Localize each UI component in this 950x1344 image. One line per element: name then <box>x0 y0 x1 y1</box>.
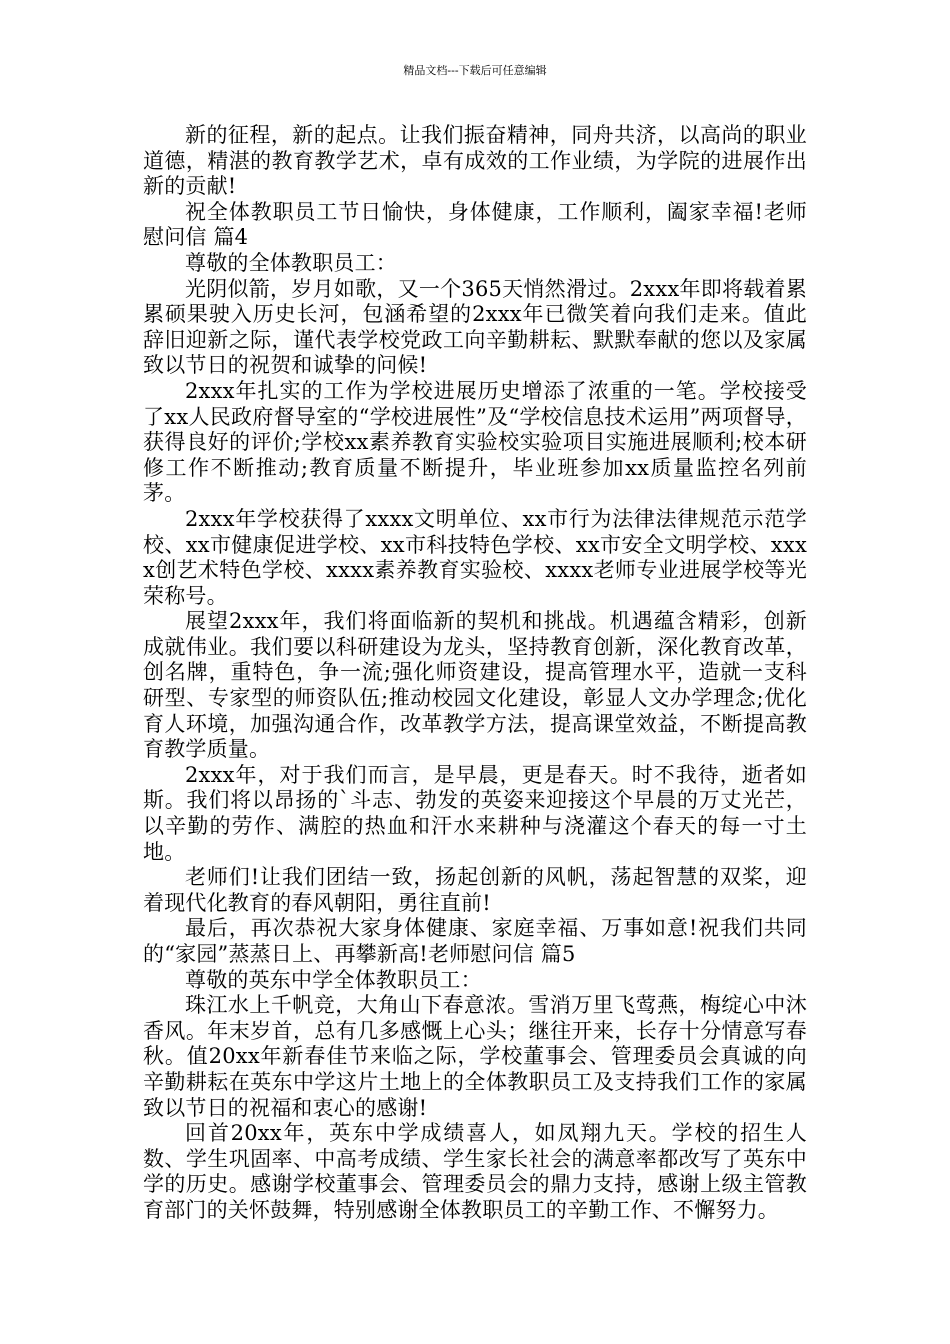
paragraph: 光阴似箭，岁月如歌，又一个365天悄然滑过。2xxx年即将载着累累硕果驶入历史长河，包涵希望的2xxx年已微笑着向我们走来。值此辞旧迎新之际，谨代表学校党政工向辛勤耕耘、默默奉献的您以及家属致以节日的祝贺和诚挚的问候! <box>143 276 807 378</box>
paragraph: 2xxx年扎实的工作为学校进展历史增添了浓重的一笔。学校接受了xx人民政府督导室的“学校进展性”及“学校信息技术运用”两项督导，获得良好的评价;学校xx素养教育实验校实验项目实施进展顺利;校本研修工作不断推动;教育质量不断提升，毕业班参加xx质量监控名列前茅。 <box>143 378 807 506</box>
paragraph: 展望2xxx年，我们将面临新的契机和挑战。机遇蕴含精彩，创新成就伟业。我们要以科研建设为龙头，坚持教育创新，深化教育改革，创名牌，重特色，争一流;强化师资建设，提高管理水平，造就一支科研型、专家型的师资队伍;推动校园文化建设，彰显人文办学理念;优化育人环境，加强沟通合作，改革教学方法，提高课堂效益，不断提高教育教学质量。 <box>143 609 807 762</box>
paragraph: 尊敬的英东中学全体教职员工： <box>185 967 482 992</box>
document-body <box>143 123 807 1224</box>
page-header: 精品文档---下载后可任意编辑 <box>403 64 547 77</box>
paragraph: 最后，再次恭祝大家身体健康、家庭幸福、万事如意!祝我们共同的“家园”蒸蒸日上、再攀新高!老师慰问信 篇5 <box>143 916 807 966</box>
paragraph: 尊敬的全体教职员工： <box>185 250 397 275</box>
paragraph: 2xxx年，对于我们而言，是早晨，更是春天。时不我待，逝者如斯。我们将以昂扬的`斗志、勃发的英姿来迎接这个早晨的万丈光芒，以辛勤的劳作、满腔的热血和汗水来耕种与浇灌这个春天的每一寸土地。 <box>143 762 807 864</box>
paragraph: 新的征程，新的起点。让我们振奋精神，同舟共济，以高尚的职业道德，精湛的教育教学艺术，卓有成效的工作业绩，为学院的进展作出新的贡献! <box>143 123 807 199</box>
paragraph: 2xxx年学校获得了xxxx文明单位、xx市行为法律法律规范示范学校、xx市健康促进学校、xx市科技特色学校、xx市安全文明学校、xxxx创艺术特色学校、xxxx素养教育实验校、xxxx老师专业进展学校等光荣称号。 <box>143 506 807 608</box>
paragraph: 祝全体教职员工节日愉快，身体健康，工作顺利，阖家幸福!老师慰问信 篇4 <box>143 199 807 250</box>
paragraph: 珠江水上千帆竞，大角山下春意浓。雪消万里飞莺燕，梅绽心中沐香风。年末岁首，总有几多感慨上心头；继往开来，长存十分情意写春秋。值20xx年新春佳节来临之际，学校董事会、管理委员会真诚的向辛勤耕耘在英东中学这片土地上的全体教职员工及支持我们工作的家属致以节日的祝福和衷心的感谢! <box>143 993 807 1120</box>
paragraph: 回首20xx年，英东中学成绩喜人，如凤翔九天。学校的招生人数、学生巩固率、中高考成绩、学生家长社会的满意率都改写了英东中学的历史。感谢学校董事会、管理委员会的鼎力支持，感谢上级主管教育部门的关怀鼓舞，特别感谢全体教职员工的辛勤工作、不懈努力。 <box>143 1121 807 1222</box>
paragraph: 老师们!让我们团结一致，扬起创新的风帆，荡起智慧的双桨，迎着现代化教育的春风朝阳，勇往直前! <box>143 865 807 915</box>
